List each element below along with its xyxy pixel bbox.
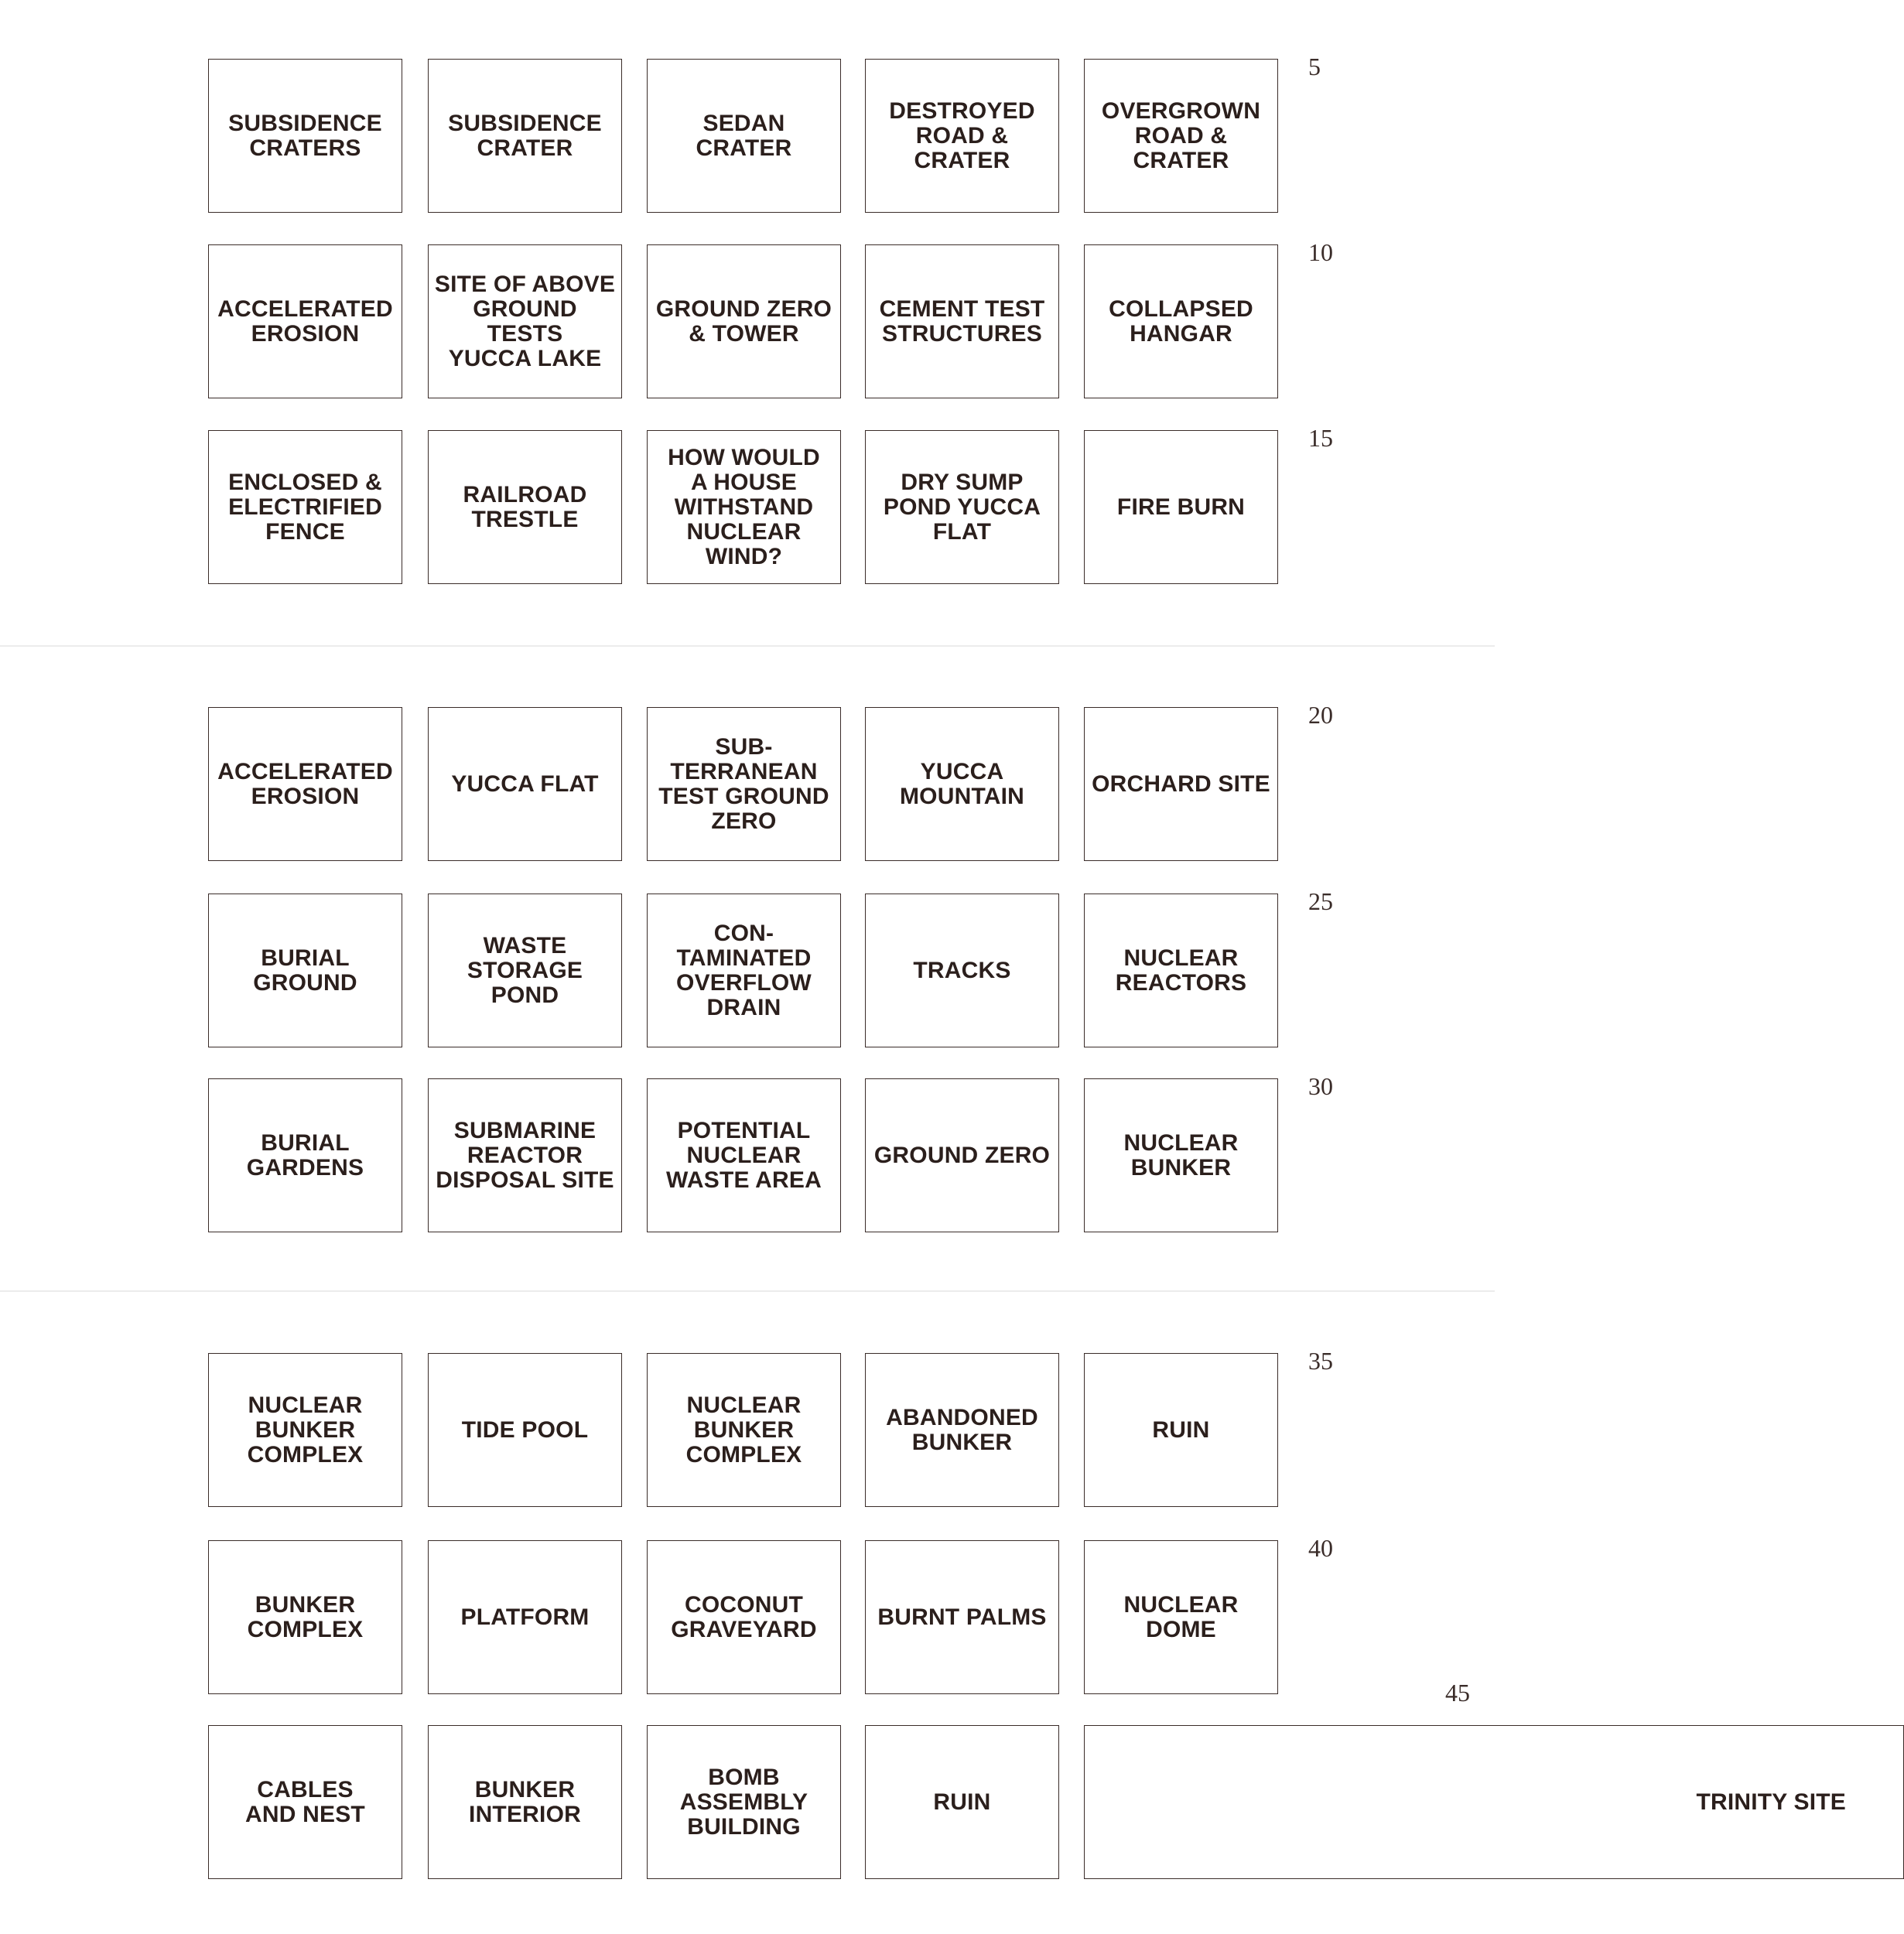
- tile-label: ABANDONED BUNKER: [886, 1404, 1038, 1455]
- location-tile: [1084, 430, 1278, 584]
- location-tile: [865, 1078, 1059, 1232]
- tile-label: ORCHARD SITE: [1092, 771, 1270, 797]
- tile-label: CON- TAMINATED OVERFLOW DRAIN: [676, 920, 812, 1020]
- tile-label: DESTROYED ROAD & CRATER: [889, 97, 1035, 173]
- location-tile: [428, 1353, 622, 1507]
- location-tile: [1084, 894, 1278, 1047]
- tile-label: NUCLEAR BUNKER COMPLEX: [247, 1392, 364, 1468]
- location-tile: [208, 1078, 402, 1232]
- tile-label: COLLAPSED HANGAR: [1109, 296, 1253, 347]
- location-tile: [428, 244, 622, 398]
- tile-label: YUCCA MOUNTAIN: [899, 758, 1025, 809]
- location-tile: [1084, 1540, 1278, 1694]
- row-number: 15: [1308, 424, 1333, 452]
- tile-label: SEDAN CRATER: [696, 110, 792, 161]
- location-tile: [647, 430, 841, 584]
- location-tile: [428, 1725, 622, 1879]
- row-number: 40: [1308, 1534, 1333, 1562]
- tile-label: NUCLEAR BUNKER COMPLEX: [685, 1392, 802, 1468]
- tile-label: GROUND ZERO: [873, 1142, 1051, 1168]
- tile-label: SUBSIDENCE CRATER: [448, 110, 602, 161]
- tile-label: ACCELERATED EROSION: [217, 758, 393, 809]
- tile-label: HOW WOULD A HOUSE WITHSTAND NUCLEAR WIND?: [668, 444, 820, 569]
- location-tile: [428, 707, 622, 861]
- tile-label: BURIAL GARDENS: [246, 1129, 364, 1181]
- location-tile: [1084, 1353, 1278, 1507]
- row-number: 45: [1445, 1679, 1470, 1707]
- row-number: 25: [1308, 887, 1333, 915]
- location-tile: [647, 1353, 841, 1507]
- tile-label: SITE OF ABOVE GROUND TESTS YUCCA LAKE: [434, 271, 616, 371]
- row-number: 35: [1308, 1347, 1333, 1375]
- tile-label: POTENTIAL NUCLEAR WASTE AREA: [666, 1117, 822, 1193]
- row-number: 20: [1308, 701, 1333, 729]
- tile-label: TRINITY SITE: [1696, 1789, 1846, 1815]
- location-tile: [428, 59, 622, 213]
- location-tile: [647, 59, 841, 213]
- tile-label: PLATFORM: [460, 1604, 590, 1630]
- location-tile: [208, 707, 402, 861]
- location-tile: [208, 894, 402, 1047]
- location-tile: [428, 1078, 622, 1232]
- location-tile: [428, 1540, 622, 1694]
- location-tile: [208, 1540, 402, 1694]
- location-tile: [865, 1540, 1059, 1694]
- location-tile: [208, 430, 402, 584]
- section-divider: [0, 1290, 1495, 1292]
- tile-label: GROUND ZERO & TOWER: [655, 296, 832, 347]
- tile-label: BOMB ASSEMBLY BUILDING: [679, 1764, 808, 1840]
- location-tile: [865, 430, 1059, 584]
- location-tile: [208, 1725, 402, 1879]
- tile-label: CABLES AND NEST: [245, 1776, 365, 1827]
- location-tile: [647, 1078, 841, 1232]
- tile-label: TRACKS: [913, 957, 1011, 983]
- tile-label: SUB- TERRANEAN TEST GROUND ZERO: [658, 733, 829, 834]
- tile-label: RUIN: [1152, 1416, 1210, 1443]
- tile-label: OVERGROWN ROAD & CRATER: [1101, 97, 1261, 173]
- tile-label: TIDE POOL: [461, 1416, 589, 1443]
- location-tile: [865, 707, 1059, 861]
- row-number: 10: [1308, 238, 1333, 266]
- tile-label: RAILROAD TRESTLE: [463, 481, 587, 532]
- tile-label: ACCELERATED EROSION: [217, 296, 393, 347]
- tile-label: NUCLEAR BUNKER: [1123, 1129, 1239, 1181]
- location-tile: [647, 1540, 841, 1694]
- location-tile: [865, 894, 1059, 1047]
- location-tile: [208, 244, 402, 398]
- location-tile: [647, 894, 841, 1047]
- tile-label: BUNKER INTERIOR: [469, 1776, 581, 1827]
- location-tile: [647, 707, 841, 861]
- tile-label: DRY SUMP POND YUCCA FLAT: [883, 469, 1041, 545]
- location-tile: [865, 59, 1059, 213]
- location-tile: [428, 894, 622, 1047]
- location-tile: [647, 1725, 841, 1879]
- location-tile: [428, 430, 622, 584]
- location-tile: [865, 1353, 1059, 1507]
- tile-label: YUCCA FLAT: [451, 771, 599, 797]
- tile-label: BURNT PALMS: [877, 1604, 1047, 1630]
- tile-label: WASTE STORAGE POND: [467, 932, 583, 1008]
- tile-label: SUBSIDENCE CRATERS: [228, 110, 382, 161]
- location-tile: [865, 1725, 1059, 1879]
- tile-label: BUNKER COMPLEX: [247, 1591, 364, 1642]
- row-number: 30: [1308, 1072, 1333, 1100]
- row-number: 5: [1308, 53, 1321, 80]
- tile-label: CEMENT TEST STRUCTURES: [879, 296, 1045, 347]
- location-tile: [1084, 59, 1278, 213]
- tile-label: RUIN: [933, 1789, 991, 1815]
- tile-label: COCONUT GRAVEYARD: [671, 1591, 817, 1642]
- location-tile: [1084, 1725, 1904, 1879]
- section-divider: [0, 645, 1495, 647]
- location-tile: [1084, 244, 1278, 398]
- location-tile: [1084, 1078, 1278, 1232]
- location-tile: [1084, 707, 1278, 861]
- tile-label: BURIAL GROUND: [253, 945, 357, 996]
- location-tile: [865, 244, 1059, 398]
- tile-label: NUCLEAR DOME: [1123, 1591, 1239, 1642]
- location-tile: [208, 59, 402, 213]
- location-tile: [647, 244, 841, 398]
- tile-label: SUBMARINE REACTOR DISPOSAL SITE: [436, 1117, 614, 1193]
- tile-label: FIRE BURN: [1116, 494, 1246, 520]
- location-tile: [208, 1353, 402, 1507]
- tile-label: NUCLEAR REACTORS: [1115, 945, 1247, 996]
- tile-label: ENCLOSED & ELECTRIFIED FENCE: [228, 469, 382, 545]
